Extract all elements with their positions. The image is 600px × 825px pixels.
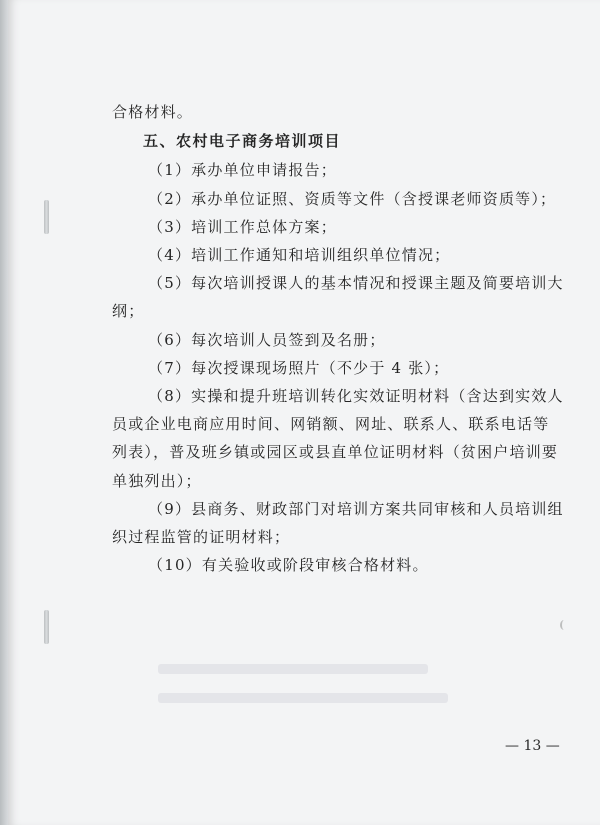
body-line: 合格材料。 — [112, 103, 194, 121]
staple-mark — [44, 610, 49, 644]
list-item: （6）每次培训人员签到及名册； — [148, 331, 386, 349]
list-item: （2）承办单位证照、资质等文件（含授课老师资质等）； — [148, 190, 557, 208]
list-item: （3）培训工作总体方案； — [148, 218, 337, 236]
list-item-continuation: 织过程监管的证明材料； — [112, 528, 291, 546]
list-item: （5）每次培训授课人的基本情况和授课主题及简要培训大 — [148, 274, 564, 292]
list-item-continuation: 纲； — [112, 302, 145, 320]
document-page — [8, 0, 600, 825]
staple-mark — [44, 200, 49, 234]
list-item-continuation: 员或企业电商应用时间、网销额、网址、联系人、联系电话等 — [112, 415, 550, 433]
list-item: （7）每次授课现场照片（不少于 4 张）； — [148, 359, 450, 377]
bleed-through-mark — [158, 664, 428, 674]
list-item: （4）培训工作通知和培训组织单位情况； — [148, 246, 451, 264]
bleed-through-mark — [158, 693, 448, 703]
page-number: — 13 — — [505, 738, 560, 754]
list-item: （1）承办单位申请报告； — [148, 161, 337, 179]
section-heading: 五、农村电子商务培训项目 — [143, 132, 342, 150]
list-item: （8）实操和提升班培训转化实效证明材料（含达到实效人 — [148, 387, 564, 405]
list-item: （10）有关验收或阶段审核合格材料。 — [148, 556, 429, 574]
list-item-continuation: 列表），普及班乡镇或园区或县直单位证明材料（贫困户培训要 — [112, 443, 559, 461]
list-item-continuation: 单独列出）； — [112, 472, 202, 490]
scan-smudge — [560, 620, 568, 630]
list-item: （9）县商务、财政部门对培训方案共同审核和人员培训组 — [148, 500, 564, 518]
